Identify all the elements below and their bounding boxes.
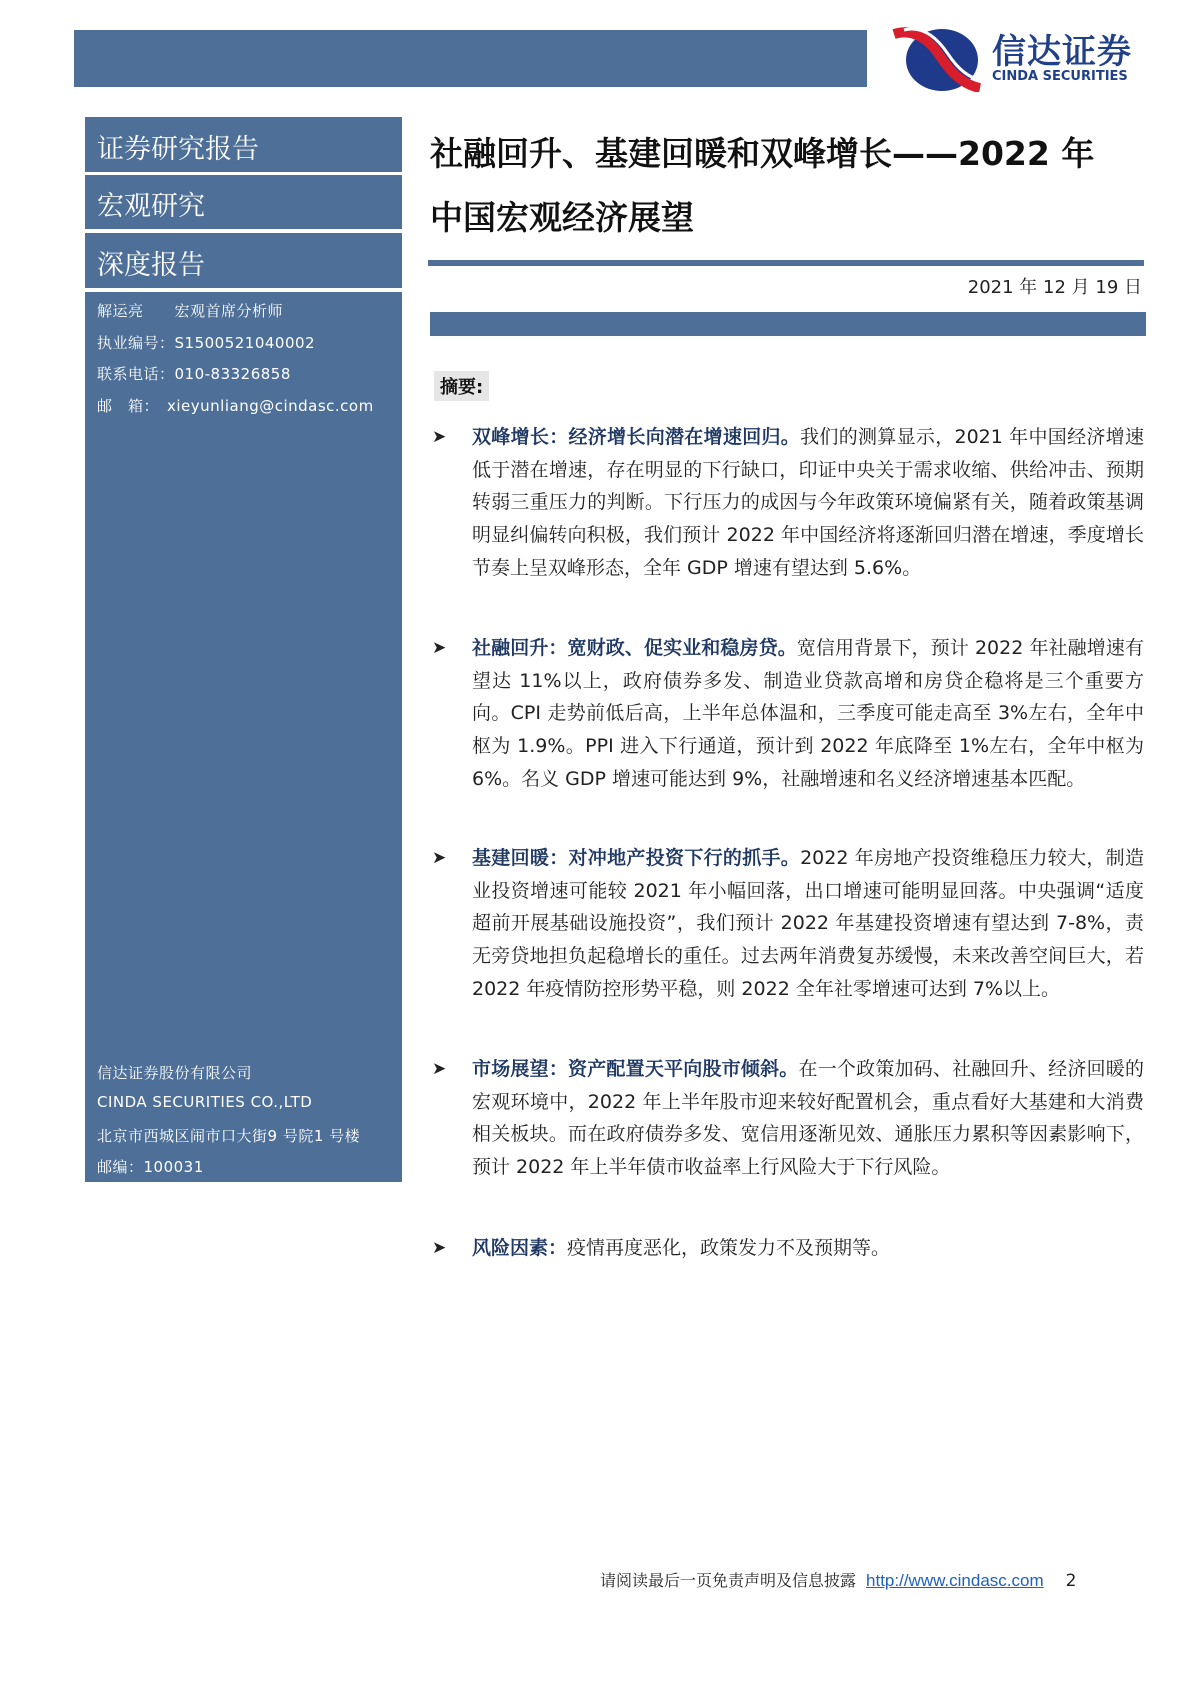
postcode: 邮编：100031 xyxy=(97,1158,204,1176)
bullet-heading: 风险因素： xyxy=(472,1237,568,1259)
cinda-logo xyxy=(890,26,1180,92)
sidebar-report-type: 深度报告 xyxy=(85,233,402,288)
bullet-text: 2022 年房地产投资维稳压力较大，制造业投资增速可能较 2021 年小幅回落，出口增速可能明显回落。中央强调“适度超前开展基础设施投资”，我们预计 2022 年基建投资增速有望达到 7-8%，责无旁贷地担负起稳增长的重任。过去两年消费复苏缓慢，未来改善空间巨大，若 2022 年疫情防控形势平稳，则 2022 全年社零增速可达到 7%以上。 xyxy=(472,847,1144,1000)
bullet-text: 在一个政策加码、社融回升、经济回暖的宏观环境中，2022 年上半年股市迎来较好配置机会，重点看好大基建和大消费相关板块。而在政府债券多发、宽信用逐渐见效、通胀压力累积等因素影响下，预计 2022 年上半年债市收益率上行风险大于下行风险。 xyxy=(472,1058,1144,1179)
bullet-text: 疫情再度恶化，政策发力不及预期等。 xyxy=(567,1237,891,1259)
arrow-bullet-icon: ➤ xyxy=(432,427,447,447)
list-item xyxy=(432,1232,1144,1265)
arrow-bullet-icon: ➤ xyxy=(432,638,447,658)
bullet-heading: 基建回暖：对冲地产投资下行的抓手。 xyxy=(472,847,801,869)
website-link[interactable]: http://www.cindasc.com xyxy=(866,1571,1044,1590)
address: 北京市西城区闹市口大街9 号院1 号楼 xyxy=(97,1127,361,1145)
title-line-2: 中国宏观经济展望 xyxy=(430,198,694,237)
report-date: 2021 年 12 月 19 日 xyxy=(967,277,1142,298)
report-title xyxy=(430,122,1150,250)
bullet-heading: 市场展望：资产配置天平向股市倾斜。 xyxy=(472,1058,799,1080)
list-item xyxy=(432,632,1144,796)
bullet-heading: 双峰增长：经济增长向潜在增速回归。 xyxy=(472,426,801,448)
sidebar-subcategory: 宏观研究 xyxy=(85,175,402,229)
title-line-1: 社融回升、基建回暖和双峰增长——2022 年 xyxy=(430,134,1095,173)
title-rule xyxy=(428,260,1144,266)
list-item xyxy=(432,842,1144,1006)
arrow-bullet-icon: ➤ xyxy=(432,1059,447,1079)
arrow-bullet-icon: ➤ xyxy=(432,848,447,868)
sidebar-category: 证券研究报告 xyxy=(85,117,402,172)
company-cn: 信达证券股份有限公司 xyxy=(97,1064,253,1082)
company-en: CINDA SECURITIES CO.,LTD xyxy=(97,1093,313,1111)
analyst: 解运亮 宏观首席分析师 xyxy=(97,302,284,320)
arrow-bullet-icon: ➤ xyxy=(432,1238,447,1258)
bullet-text: 宽信用背景下，预计 2022 年社融增速有望达 11%以上，政府债券多发、制造业贷款高增和房贷企稳将是三个重要方向。CPI 走势前低后高，上半年总体温和，三季度可能走高至 3%左右，全年中枢为 1.9%。PPI 进入下行通道，预计到 2022 年底降至 1%左右，全年中枢为 6%。名义 GDP 增速可能达到 9%，社融增速和名义经济增速基本匹配。 xyxy=(472,637,1144,790)
list-item xyxy=(432,421,1144,585)
section-bar xyxy=(430,312,1146,336)
bullet-text: 我们的测算显示，2021 年中国经济增速低于潜在增速，存在明显的下行缺口，印证中央关于需求收缩、供给冲击、预期转弱三重压力的判断。下行压力的成因与今年政策环境偏紧有关，随着政策基调明显纠偏转向积极，我们预计 2022 年中国经济将逐渐回归潜在增速，季度增长节奏上呈双峰形态，全年 GDP 增速有望达到 5.6%。 xyxy=(472,426,1144,579)
sidebar-contact xyxy=(85,292,402,1182)
cinda-logo-icon xyxy=(890,26,984,92)
abstract-label: 摘要: xyxy=(434,371,489,401)
logo-cn: 信达证券 xyxy=(992,32,1132,72)
license-number: 执业编号：S1500521040002 xyxy=(97,334,316,352)
page-number: 2 xyxy=(1065,1571,1077,1591)
bullet-heading: 社融回升：宽财政、促实业和稳房贷。 xyxy=(472,637,797,659)
logo-en: CINDA SECURITIES xyxy=(992,69,1128,84)
header-bar xyxy=(74,30,867,87)
email: 邮 箱： xieyunliang@cindasc.com xyxy=(97,397,374,415)
phone: 联系电话：010-83326858 xyxy=(97,365,291,383)
disclaimer-text: 请阅读最后一页免责声明及信息披露 xyxy=(600,1571,857,1590)
list-item xyxy=(432,1053,1144,1184)
footer xyxy=(600,1568,1076,1591)
